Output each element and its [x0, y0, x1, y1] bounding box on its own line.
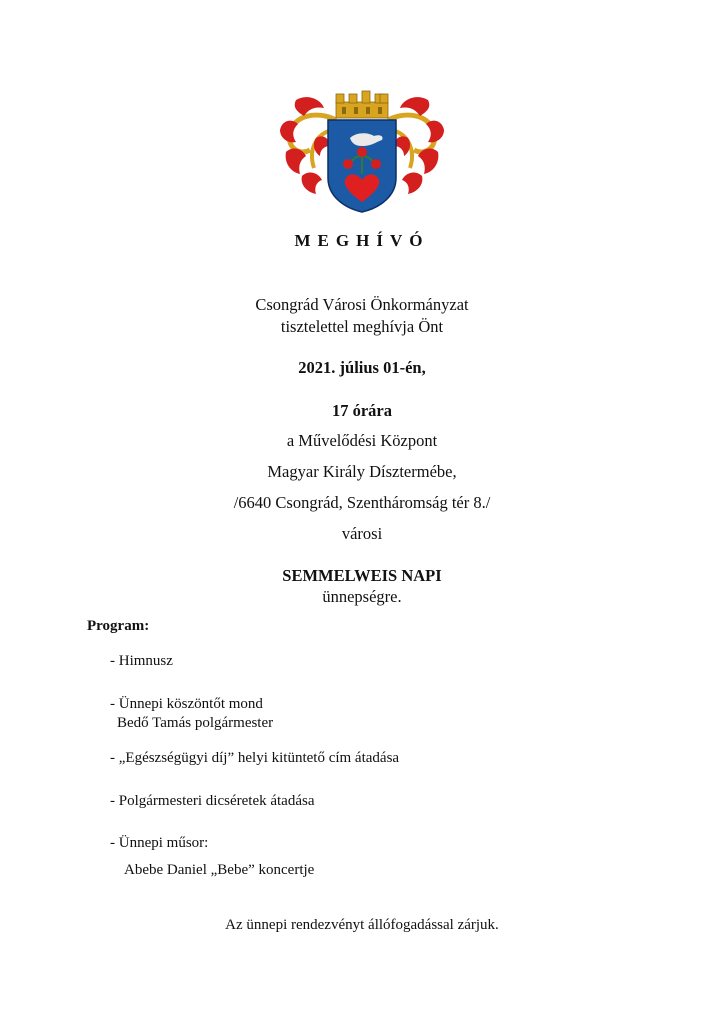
document-title: MEGHÍVÓ — [294, 231, 430, 250]
program-item-5: - Ünnepi műsor: — [110, 835, 209, 851]
event-suffix: ünnepségre. — [322, 587, 402, 606]
program-item-5-detail: Abebe Daniel „Bebe” koncertje — [124, 862, 315, 878]
city-word: városi — [341, 524, 383, 543]
event-date: 2021. július 01-én, — [298, 358, 426, 377]
program-item-1: - Himnusz — [110, 653, 173, 669]
venue-line-1: a Művelődési Központ — [286, 431, 438, 450]
venue-line-2: Magyar Király Dísztermébe, — [267, 462, 457, 481]
program-item-3: - „Egészségügyi díj” helyi kitüntető cím átadása — [110, 750, 400, 766]
program-item-2: - Ünnepi köszöntőt mond — [110, 696, 263, 712]
host-line-2: tisztelettel meghívja Önt — [280, 317, 444, 336]
program-item-4: - Polgármesteri dicséretek átadása — [110, 793, 315, 809]
event-name: SEMMELWEIS NAPI — [282, 566, 442, 585]
closing-text: Az ünnepi rendezvényt állófogadással zárjuk. — [225, 917, 499, 933]
host-line-1: Csongrád Városi Önkormányzat — [255, 295, 469, 314]
coat-of-arms-icon — [276, 90, 448, 214]
event-time: 17 órára — [331, 401, 393, 420]
program-label: Program: — [87, 618, 150, 634]
venue-address: /6640 Csongrád, Szentháromság tér 8./ — [233, 493, 491, 512]
program-item-2-detail: Bedő Tamás polgármester — [117, 715, 274, 731]
